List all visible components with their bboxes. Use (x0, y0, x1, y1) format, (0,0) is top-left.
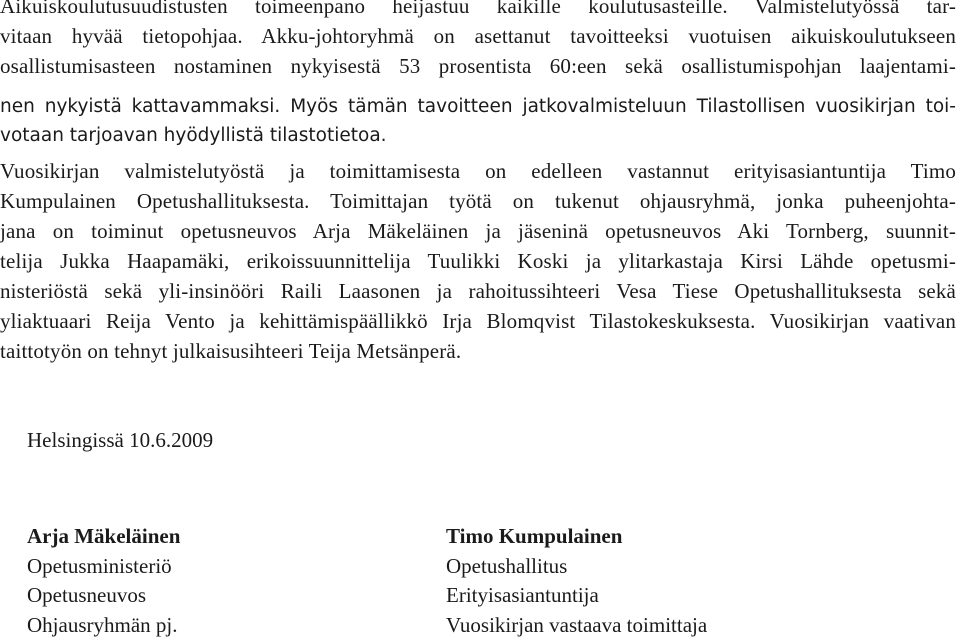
paragraph2-line3: jana on toiminut opetusneuvos Arja Mäkeläinen ja jäseninä opetusneuvos Aki Tornberg, suunnit- (0, 219, 956, 243)
signature-left-name: Arja Mäkeläinen (27, 524, 181, 548)
place-date: Helsingissä 10.6.2009 (27, 428, 214, 452)
paragraph2-line7: taittotyön on tehnyt julkaisusihteeri Teija Metsänperä. (0, 339, 462, 363)
paragraph1-line4-part2: Myös tämän tavoitteen jatkovalmisteluun Tilastollisen vuosikirjan toi- (290, 96, 956, 117)
paragraph2-line2-part2: Toimittajan työtä on tukenut ohjausryhmä, jonka puheenjohta- (330, 189, 956, 213)
signature-left-title: Opetusneuvos (27, 583, 146, 607)
signature-right-role: Vuosikirjan vastaava toimittaja (446, 612, 708, 637)
paragraph1-line3: osallistumisasteen nostaminen nykyisestä 53 prosentista 60:een sekä osallistumispohjan laajentami- (0, 54, 956, 78)
paragraph1-line5: votaan tarjoavan hyödyllistä tilastotietoa. (0, 125, 387, 146)
paragraph2-line4: telija Jukka Haapamäki, erikoissuunnittelija Tuulikki Koski ja ylitarkastaja Kirsi Lähde opetusmi- (0, 249, 956, 273)
signature-left-org: Opetusministeriö (27, 553, 172, 578)
signature-right-title: Erityisasiantuntija (446, 583, 599, 607)
paragraph2-line2-part1: Kumpulainen Opetushallituksesta. (0, 189, 310, 213)
paragraph1-line4 (0, 92, 956, 122)
signature-right-name: Timo Kumpulainen (446, 524, 623, 548)
paragraph1-line4-part1: nen nykyistä kattavammaksi. (0, 96, 281, 117)
paragraph1-line1: Aikuiskoulutusuudistusten toimeenpano heijastuu kaikille koulutusasteille. Valmistelutyössä tar- (0, 0, 956, 18)
paragraph2-line1: Vuosikirjan valmistelutyöstä ja toimittamisesta on edelleen vastannut erityisasiantuntija Timo (0, 159, 956, 183)
signature-left-role: Ohjausryhmän pj. (27, 612, 178, 637)
paragraph2-line5: nisteriöstä sekä yli-insinööri Raili Laasonen ja rahoitussihteeri Vesa Tiese Opetushallituksesta sekä (0, 279, 956, 303)
signature-block-left (27, 522, 180, 640)
signature-block-right (446, 522, 707, 640)
signature-right-org: Opetushallitus (446, 553, 568, 578)
paragraph1-line2: vitaan hyvää tietopohjaa. Akku-johtoryhmä on asettanut tavoitteeksi vuotuisen aikuiskoulutukseen (0, 24, 956, 48)
paragraph2-line2 (0, 186, 956, 216)
paragraph2-line6: yliaktuaari Reija Vento ja kehittämispäällikkö Irja Blomqvist Tilastokeskuksesta. Vuosikirjan vaativan (0, 309, 956, 333)
